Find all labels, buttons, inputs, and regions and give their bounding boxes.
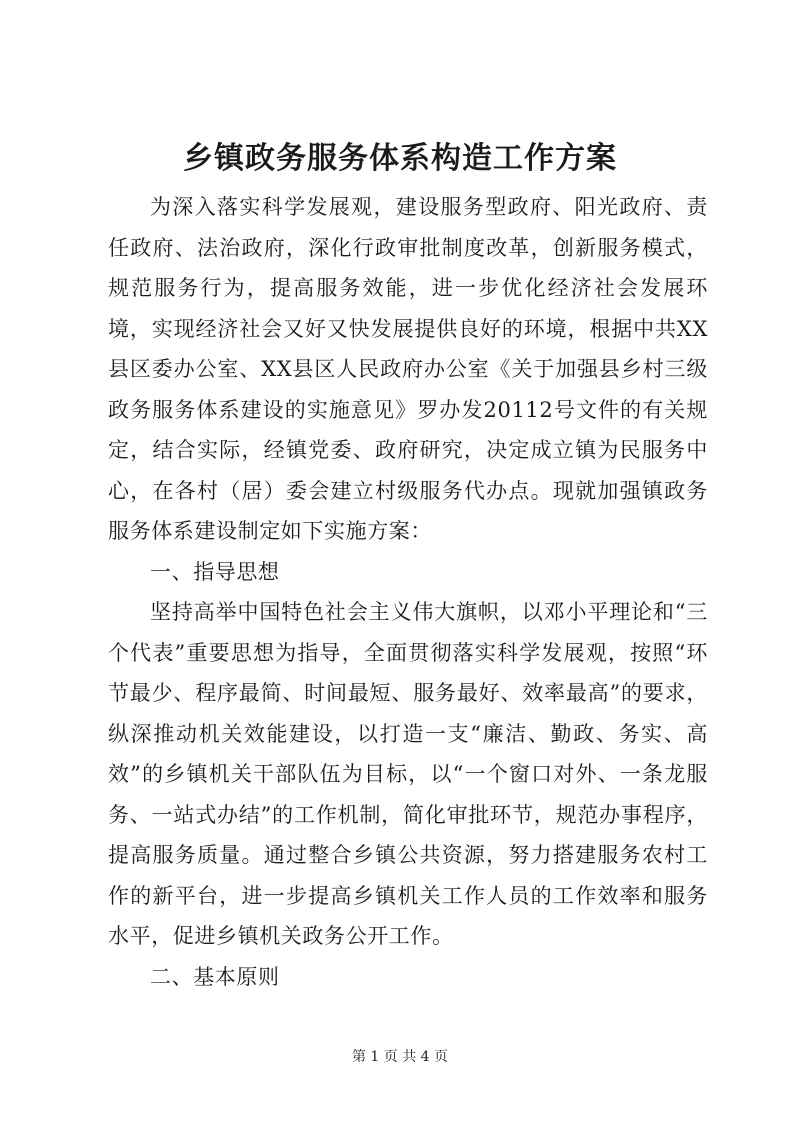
intro-paragraph: 为深入落实科学发展观，建设服务型政府、阳光政府、责任政府、法治政府，深化行政审批制度改革，创新服务模式，规范服务行为，提高服务效能，进一步优化经济社会发展环境，实现经济社会又好又快发展提供良好的环境，根据中共XX县区委办公室、XX县区人民政府办公室《关于加强县乡村三级政务服务体系建设的实施意见》罗办发20112号文件的有关规定，结合实际，经镇党委、政府研究，决定成立镇为民服务中心，在各村（居）委会建立村级服务代办点。现就加强镇政务服务体系建设制定如下实施方案：: [108, 195, 708, 543]
document-body: [108, 187, 708, 997]
section-heading-basic-principles: 二、基本原则: [150, 964, 280, 989]
page-title: 乡镇政务服务体系构造工作方案: [183, 141, 617, 176]
page-number-footer: 第 1 页 共 4 页: [351, 1049, 449, 1065]
section-heading-guiding-ideology: 一、指导思想: [150, 559, 280, 584]
guiding-ideology-paragraph: 坚持高举中国特色社会主义伟大旗帜，以邓小平理论和“三个代表”重要思想为指导，全面贯彻落实科学发展观，按照“环节最少、程序最简、时间最短、服务最好、效率最高”的要求，纵深推动机关效能建设，以打造一支“廉洁、勤政、务实、高效”的乡镇机关干部队伍为目标，以“一个窗口对外、一条龙服务、一站式办结”的工作机制，简化审批环节，规范办事程序，提高服务质量。通过整合乡镇公共资源，努力搭建服务农村工作的新平台，进一步提高乡镇机关工作人员的工作效率和服务水平，促进乡镇机关政务公开工作。: [108, 600, 708, 948]
